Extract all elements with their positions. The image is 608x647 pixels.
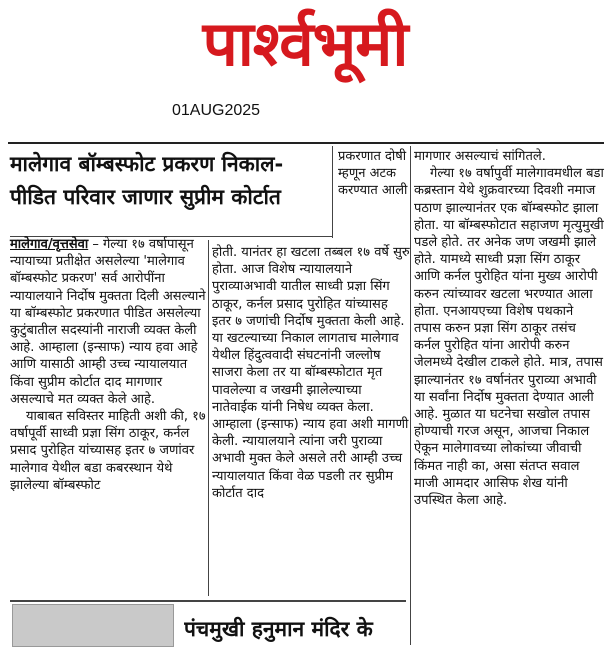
publication-date: 01AUG2025 [172,102,261,119]
paragraph: गेल्या १७ वर्षापुर्वी मालेगावमधील बडा कब्रस्तान येथे शुक्रवारच्या दिवशी नमाज पठाण झाल्यानंतर एक बॉम्बस्फोट झाला होता. या बॉम्बस्फोटात सहाजण मृत्युमुखी पडले होते. तर अनेक जण जखमी झाले होते. यामध्ये साध्वी प्रज्ञा सिंग ठाकूर आणि कर्नल पुरोहित यांना मुख्य आरोपी करुन त्यांच्यावर खटला भरण्यात आला होता. एनआयएच्या विशेष पथकाने तपास करुन प्रज्ञा सिंग ठाकूर तसंच कर्नल पुरोहित यांना आरोपी करुन जेलमध्ये देखील टाकले होते. मात्र, तपास झाल्यानंतर १७ वर्षानंतर पुराव्या अभावी या सर्वांना निर्दोष मुक्तता देण्यात आली आहे. मुळात या घटनेचा सखोल तपास होण्याची गरज असून, आजचा निकाल ऐकून मालेगावच्या लोकांच्या जीवाची किंमत नाही का, असा संतप्त सवाल माजी आमदार आसिफ शेख यांनी उपस्थित केला आहे. [414,166,604,509]
headline-line-1: मालेगाव बॉम्बस्फोट प्रकरण निकाल- [10,152,284,176]
article-column-2-top: प्रकरणात दोषी म्हणून अटक करण्यात आली [338,149,408,199]
paragraph: याबाबत सविस्तर माहिती अशी की, १७ वर्षापूर्वी साध्वी प्रज्ञा सिंग ठाकूर, कर्नल प्रसाद पुरोहित यांच्यासह इतर ७ जणांवर मालेगाव येथील बडा कबरस्थान येथे झालेल्या बॉम्बस्फोट [10,409,206,493]
header-rule [8,142,604,144]
article-column-2 [212,244,410,502]
paragraph: होती. यानंतर हा खटला तब्बल १७ वर्षे सुरु होता. आज विशेष न्यायालयाने पुराव्याअभावी यातील साध्वी प्रज्ञा सिंग ठाकूर, कर्नल प्रसाद पुरोहित यांच्यासह इतर ७ जणांची निर्दोष मुक्तता केली आहे. या खटल्याच्या निकाल लागताच मालेगाव येथील हिंदुत्ववादी संघटनांनी जल्लोष साजरा केला तर या बॉम्बस्फोटात मृत पावलेल्या व जखमी झालेल्याच्या नातेवाईक यांनी निषेध व्यक्त केला. आम्हाला (इन्साफ) न्याय हवा अशी मागणी केली. न्यायालयाने त्यांना जरी पुराव्या अभावी मुक्त केले असले तरी आम्ही उच्च न्यायालयात किंवा वेळ पडली तर सुप्रीम कोर्टात दाद [212,245,410,501]
article-photo [12,604,174,647]
masthead [0,0,608,92]
article-headline [10,148,326,214]
paragraph-text: – गेल्या १७ वर्षापासून न्यायाच्या प्रतीक्षेत असलेल्या 'मालेगाव बॉम्बस्फोट प्रकरण' सर्व आरोपींना न्यायालयाने निर्दोष मुक्तता दिली असल्याने या बॉम्बस्फोट प्रकरणात पीडित असलेल्या कुटुंबातील सदस्यांनी नाराजी व्यक्त केली आहे. आम्हाला (इन्साफ) न्याय हवा आहे आणि यासाठी आम्ही उच्च न्यायालयात किंवा सुप्रीम कोर्टात दाद मागणार असल्याचे मत व्यक्त केले आहे. [10,237,206,407]
next-article-headline: पंचमुखी हनुमान मंदिर के [184,617,373,641]
paragraph [10,236,206,408]
column-divider [208,240,209,596]
article-column-1 [10,236,206,494]
dateline: मालेगाव/वृत्तसेवा [10,237,89,252]
article-column-3 [414,148,604,509]
column-divider [332,146,333,238]
paragraph: मागणार असल्याचं सांगितले. [414,149,546,164]
headline-line-2: पीडित परिवार जाणार सुप्रीम कोर्टात [10,185,281,209]
masthead-logo: पार्श्वभूमी [202,7,408,80]
column-divider [410,146,411,645]
